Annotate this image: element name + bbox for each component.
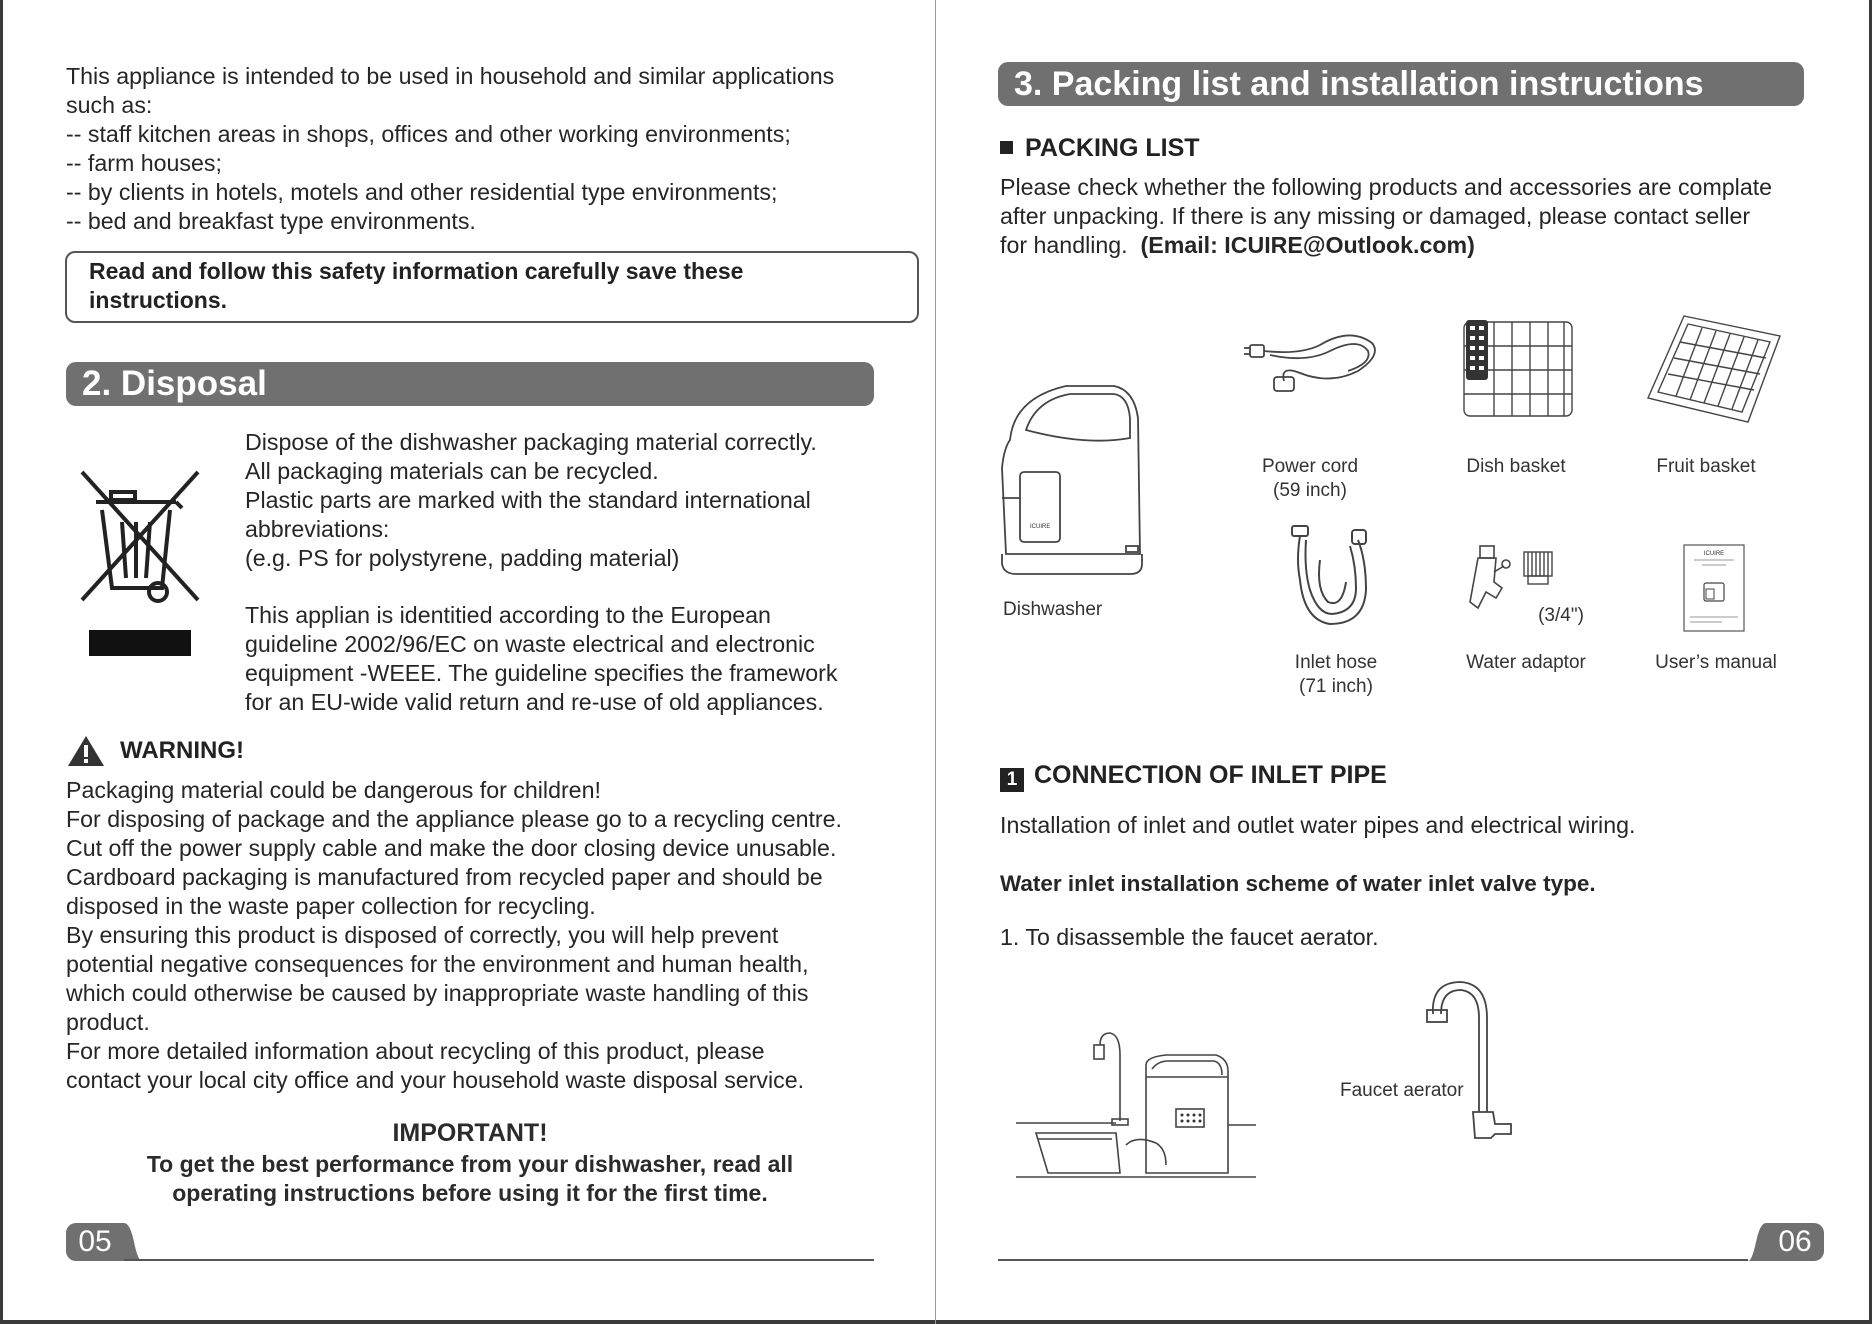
footer-rule	[124, 1259, 874, 1261]
manual-brand-mark: ICUIRE	[1703, 551, 1725, 557]
packing-line	[1000, 231, 1860, 260]
installation-diagram	[1016, 1015, 1276, 1180]
square-bullet-icon	[1000, 141, 1013, 154]
warning-line: By ensuring this product is disposed of correctly, you will help prevent	[66, 922, 779, 948]
intro-line: -- staff kitchen areas in shops, offices and other working environments;	[66, 121, 791, 147]
weee-bin-icon	[78, 470, 203, 660]
page-bottom-edge	[0, 1320, 1872, 1324]
connection-title: CONNECTION OF INLET PIPE	[1034, 761, 1387, 789]
warning-line: For disposing of package and the appliance please go to a recycling centre.	[66, 806, 842, 832]
packing-section-title: 3. Packing list and installation instructions	[998, 62, 1804, 106]
important-title: IMPORTANT!	[392, 1119, 548, 1147]
packing-line-text: for handling.	[1000, 232, 1128, 258]
warning-line: Cut off the power supply cable and make the door closing device unusable.	[66, 835, 837, 861]
packing-list-heading	[1000, 134, 1200, 163]
important-notice	[66, 1118, 874, 1208]
packing-text	[1000, 173, 1860, 260]
item-label-fruit-basket: Fruit basket	[1656, 456, 1756, 477]
fruit-basket-illustration	[1644, 312, 1784, 427]
disposal-line: All packaging materials can be recycled.	[245, 458, 659, 484]
packing-line: Please check whether the following products and accessories are complate	[1000, 174, 1773, 200]
page-number-badge	[66, 1223, 124, 1261]
item-label-dish-basket: Dish basket	[1466, 456, 1566, 477]
inlet-hose-name: Inlet hose	[1294, 652, 1378, 673]
disposal-text-2	[245, 601, 885, 717]
warning-line: product.	[66, 1009, 150, 1035]
page-number-tab	[124, 1223, 142, 1261]
power-cord-size: (59 inch)	[1273, 480, 1347, 501]
item-label-power-cord	[1240, 455, 1380, 503]
dishwasher-brand-mark: ICUIRE	[1030, 524, 1051, 530]
intro-text	[66, 62, 906, 236]
inlet-hose-size: (71 inch)	[1299, 676, 1373, 697]
disposal-line: guideline 2002/96/EC on waste electrical and electronic	[245, 631, 815, 657]
page-number-tab	[1748, 1223, 1766, 1261]
warning-line: contact your local city office and your household waste disposal service.	[66, 1067, 805, 1093]
intro-line: such as:	[66, 92, 153, 118]
warning-text	[66, 776, 926, 1095]
safety-notice-line: instructions.	[89, 287, 228, 313]
warning-line: disposed in the waste paper collection for recycling.	[66, 893, 596, 919]
warning-line: potential negative consequences for the environment and human health,	[66, 951, 809, 977]
disposal-line: for an EU-wide valid return and re-use of old appliances.	[245, 689, 824, 715]
packing-line: after unpacking. If there is any missing or damaged, please contact seller	[1000, 203, 1751, 229]
page-number-badge	[1766, 1223, 1824, 1261]
item-label-users-manual: User’s manual	[1655, 652, 1777, 673]
warning-heading	[66, 734, 244, 768]
important-line: To get the best performance from your dishwasher, read all	[146, 1151, 794, 1177]
warning-triangle-icon	[66, 734, 106, 768]
disposal-section-title: 2. Disposal	[66, 362, 874, 406]
disposal-line: abbreviations:	[245, 516, 390, 542]
disposal-text-1	[245, 428, 885, 573]
step-number-icon: 1	[1000, 768, 1024, 792]
power-cord-illustration	[1240, 325, 1380, 400]
page-05	[0, 0, 935, 1320]
page-number: 06	[1778, 1225, 1812, 1258]
disposal-line: equipment -WEEE. The guideline specifies the framework	[245, 660, 838, 686]
safety-notice-line: Read and follow this safety information carefully save these	[89, 258, 744, 284]
users-manual-illustration	[1682, 543, 1746, 635]
connection-text: Installation of inlet and outlet water pipes and electrical wiring.	[1000, 812, 1636, 838]
item-label-dishwasher: Dishwasher	[1003, 599, 1103, 620]
inlet-hose-illustration	[1286, 520, 1386, 630]
power-cord-name: Power cord	[1261, 456, 1359, 477]
intro-line: This appliance is intended to be used in household and similar applications	[66, 63, 835, 89]
warning-line: For more detailed information about recycling of this product, please	[66, 1038, 765, 1064]
page-number: 05	[78, 1225, 112, 1258]
intro-line: -- bed and breakfast type environments.	[66, 208, 476, 234]
warning-title: WARNING!	[120, 737, 244, 764]
scheme-heading: Water inlet installation scheme of water inlet valve type.	[1000, 871, 1596, 896]
seller-email: (Email: ICUIRE@Outlook.com)	[1140, 232, 1475, 258]
faucet-aerator-illustration	[1421, 978, 1521, 1143]
disposal-line: Plastic parts are marked with the standard international	[245, 487, 811, 513]
page-06	[936, 0, 1872, 1320]
warning-line: Cardboard packaging is manufactured from recycled paper and should be	[66, 864, 823, 890]
disposal-line: Dispose of the dishwasher packaging material correctly.	[245, 429, 817, 455]
connection-heading	[1000, 761, 1387, 792]
warning-line: Packaging material could be dangerous for children!	[66, 777, 601, 803]
item-label-water-adaptor: Water adaptor	[1466, 652, 1586, 673]
footer-rule	[998, 1259, 1748, 1261]
important-line: operating instructions before using it for the first time.	[172, 1180, 768, 1206]
faucet-aerator-label: Faucet aerator	[1340, 1080, 1464, 1101]
item-label-inlet-hose	[1266, 651, 1406, 699]
packing-list-title: PACKING LIST	[1025, 134, 1200, 162]
intro-line: -- farm houses;	[66, 150, 222, 176]
dishwasher-illustration	[996, 378, 1146, 583]
safety-notice-box	[65, 251, 919, 323]
dish-basket-illustration	[1458, 316, 1578, 422]
warning-line: which could otherwise be caused by inappropriate waste handling of this	[66, 980, 809, 1006]
water-adaptor-size: (3/4")	[1538, 605, 1584, 626]
step-1-text: 1. To disassemble the faucet aerator.	[1000, 924, 1379, 950]
disposal-line: This applian is identitied according to the European	[245, 602, 771, 628]
intro-line: -- by clients in hotels, motels and other residential type environments;	[66, 179, 778, 205]
disposal-line: (e.g. PS for polystyrene, padding material)	[245, 545, 680, 571]
